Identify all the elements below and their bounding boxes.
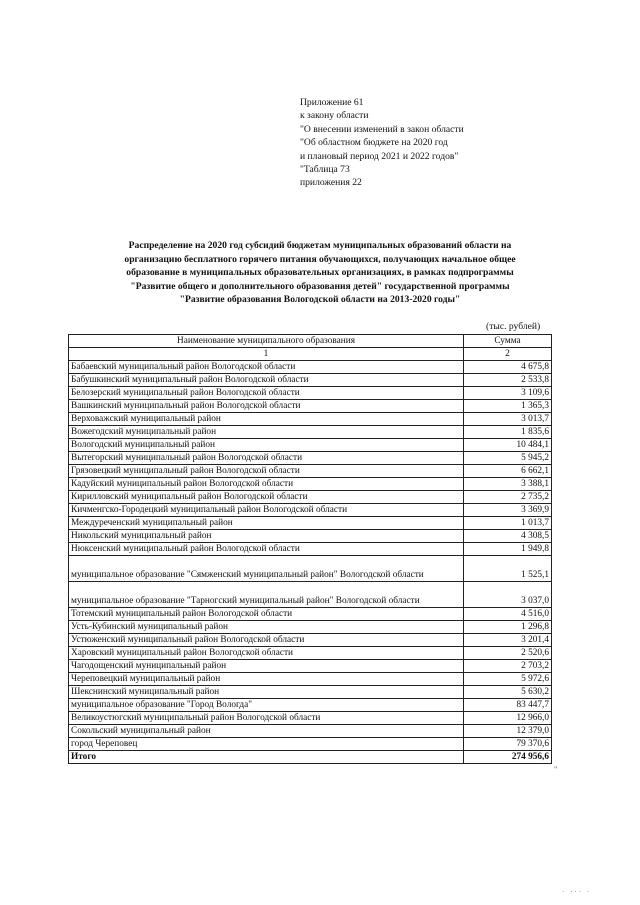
row-name: Грязовецкий муниципальный район Вологодской области bbox=[69, 465, 464, 478]
row-name: Шекснинский муниципальный район bbox=[69, 686, 464, 699]
row-sum: 1 949,8 bbox=[464, 543, 552, 556]
annex-line: к закону области bbox=[300, 110, 369, 122]
row-name: муниципальное образование "Тарногский муниципальный район" Вологодской области bbox=[69, 582, 464, 608]
table-row bbox=[69, 478, 552, 491]
row-name: муниципальное образование "Сямженский муниципальный район" Вологодской области bbox=[69, 556, 464, 582]
document-title bbox=[80, 239, 560, 307]
row-name: Вашкинский муниципальный район Вологодской области bbox=[69, 400, 464, 413]
row-name: Вологодский муниципальный район bbox=[69, 439, 464, 452]
row-sum: 79 370,6 bbox=[464, 738, 552, 751]
table-row bbox=[69, 725, 552, 738]
row-name: Никольский муниципальный район bbox=[69, 530, 464, 543]
row-name: Сокольский муниципальный район bbox=[69, 725, 464, 738]
row-name: Бабушкинский муниципальный район Вологодской области bbox=[69, 374, 464, 387]
column-number-1: 1 bbox=[69, 348, 464, 361]
table-row bbox=[69, 413, 552, 426]
row-sum: 1 365,3 bbox=[464, 400, 552, 413]
table-row bbox=[69, 452, 552, 465]
row-name: Нюксенский муниципальный район Вологодской области bbox=[69, 543, 464, 556]
table-row bbox=[69, 530, 552, 543]
table-row bbox=[69, 699, 552, 712]
row-sum: 12 966,0 bbox=[464, 712, 552, 725]
table-row bbox=[69, 634, 552, 647]
table-row bbox=[69, 543, 552, 556]
row-sum: 4 675,8 bbox=[464, 361, 552, 374]
row-sum: 2 703,2 bbox=[464, 660, 552, 673]
table-row bbox=[69, 465, 552, 478]
row-sum: 4 308,5 bbox=[464, 530, 552, 543]
row-name: Череповецкий муниципальный район bbox=[69, 673, 464, 686]
table-row bbox=[69, 426, 552, 439]
row-sum: 2 735,2 bbox=[464, 491, 552, 504]
annex-line: приложения 22 bbox=[300, 177, 362, 189]
total-row bbox=[69, 751, 552, 764]
annex-line: и плановый период 2021 и 2022 годов" bbox=[300, 150, 459, 162]
title-line: организацию бесплатного горячего питания обучающихся, получающих начальное общее bbox=[124, 253, 516, 265]
row-name: Великоустюгский муниципальный район Вологодской области bbox=[69, 712, 464, 725]
table-header-row bbox=[69, 335, 552, 348]
row-sum: 3 109,6 bbox=[464, 387, 552, 400]
table-row bbox=[69, 491, 552, 504]
page-corner-mark: · ··· · bbox=[562, 888, 592, 896]
title-line: Распределение на 2020 год субсидий бюджетам муниципальных образований области на bbox=[128, 240, 512, 251]
row-sum: 3 013,7 bbox=[464, 413, 552, 426]
table-row bbox=[69, 621, 552, 634]
annex-line: "О внесении изменений в закон области bbox=[300, 123, 464, 135]
row-name: Бабаевский муниципальный район Вологодской области bbox=[69, 361, 464, 374]
table-row bbox=[69, 556, 552, 582]
table-row bbox=[69, 608, 552, 621]
table-row bbox=[69, 647, 552, 660]
table-row bbox=[69, 582, 552, 608]
table-row bbox=[69, 400, 552, 413]
annex-line: "Таблица 73 bbox=[300, 164, 350, 176]
table-row bbox=[69, 504, 552, 517]
row-sum: 5 945,2 bbox=[464, 452, 552, 465]
table-row bbox=[69, 660, 552, 673]
row-name: Вытегорский муниципальный район Вологодской области bbox=[69, 452, 464, 465]
row-name: Вожегодский муниципальный район bbox=[69, 426, 464, 439]
row-sum: 1 013,7 bbox=[464, 517, 552, 530]
annex-line: Приложение 61 bbox=[300, 97, 364, 108]
row-name: Харовский муниципальный район Вологодской области bbox=[69, 647, 464, 660]
units-label: (тыс. рублей) bbox=[486, 321, 541, 332]
title-line: "Развитие общего и дополнительного образования детей" государственной программы bbox=[130, 280, 510, 292]
row-name: муниципальное образование "Город Вологда" bbox=[69, 699, 464, 712]
row-sum: 1 835,6 bbox=[464, 426, 552, 439]
row-name: Белозерский муниципальный район Вологодской области bbox=[69, 387, 464, 400]
row-sum: 3 037,0 bbox=[464, 582, 552, 608]
row-sum: 1 296,8 bbox=[464, 621, 552, 634]
row-name: Междуреченский муниципальный район bbox=[69, 517, 464, 530]
header-name: Наименование муниципального образования bbox=[69, 335, 464, 348]
table-row bbox=[69, 673, 552, 686]
header-sum: Сумма bbox=[464, 335, 552, 348]
total-sum: 274 956,6 bbox=[464, 751, 552, 764]
table-row bbox=[69, 387, 552, 400]
subsidy-table bbox=[68, 334, 552, 764]
table-row bbox=[69, 712, 552, 725]
table-row bbox=[69, 361, 552, 374]
table-row bbox=[69, 738, 552, 751]
row-sum: 83 447,7 bbox=[464, 699, 552, 712]
column-number-2: 2 bbox=[464, 348, 552, 361]
annex-line: "Об областном бюджете на 2020 год bbox=[300, 137, 448, 149]
row-sum: 6 662,1 bbox=[464, 465, 552, 478]
row-name: Кадуйский муниципальный район Вологодской области bbox=[69, 478, 464, 491]
row-sum: 12 379,0 bbox=[464, 725, 552, 738]
title-line: образование в муниципальных образовательных организациях, в рамках подпрограммы bbox=[126, 267, 514, 279]
table-row bbox=[69, 686, 552, 699]
table-row bbox=[69, 517, 552, 530]
row-name: Тотемский муниципальный район Вологодской области bbox=[69, 608, 464, 621]
row-name: Чагодощенский муниципальный район bbox=[69, 660, 464, 673]
title-line: "Развитие образования Вологодской области на 2013-2020 годы" bbox=[179, 294, 461, 306]
row-name: Усть-Кубинский муниципальный район bbox=[69, 621, 464, 634]
closing-quote-mark: " bbox=[554, 765, 558, 774]
annex-reference bbox=[300, 96, 620, 190]
row-name: Кирилловский муниципальный район Вологодской области bbox=[69, 491, 464, 504]
total-label: Итого bbox=[69, 751, 464, 764]
row-sum: 10 484,1 bbox=[464, 439, 552, 452]
row-sum: 3 369,9 bbox=[464, 504, 552, 517]
row-sum: 3 201,4 bbox=[464, 634, 552, 647]
table-numbering-row bbox=[69, 348, 552, 361]
row-sum: 5 630,2 bbox=[464, 686, 552, 699]
row-name: Кичменгско-Городецкий муниципальный район Вологодской области bbox=[69, 504, 464, 517]
row-sum: 2 520,6 bbox=[464, 647, 552, 660]
row-sum: 4 516,0 bbox=[464, 608, 552, 621]
row-name: город Череповец bbox=[69, 738, 464, 751]
row-sum: 3 388,1 bbox=[464, 478, 552, 491]
row-name: Устюженский муниципальный район Вологодской области bbox=[69, 634, 464, 647]
row-name: Верховажский муниципальный район bbox=[69, 413, 464, 426]
table-row bbox=[69, 439, 552, 452]
row-sum: 1 525,1 bbox=[464, 556, 552, 582]
row-sum: 2 533,8 bbox=[464, 374, 552, 387]
table-row bbox=[69, 374, 552, 387]
row-sum: 5 972,6 bbox=[464, 673, 552, 686]
